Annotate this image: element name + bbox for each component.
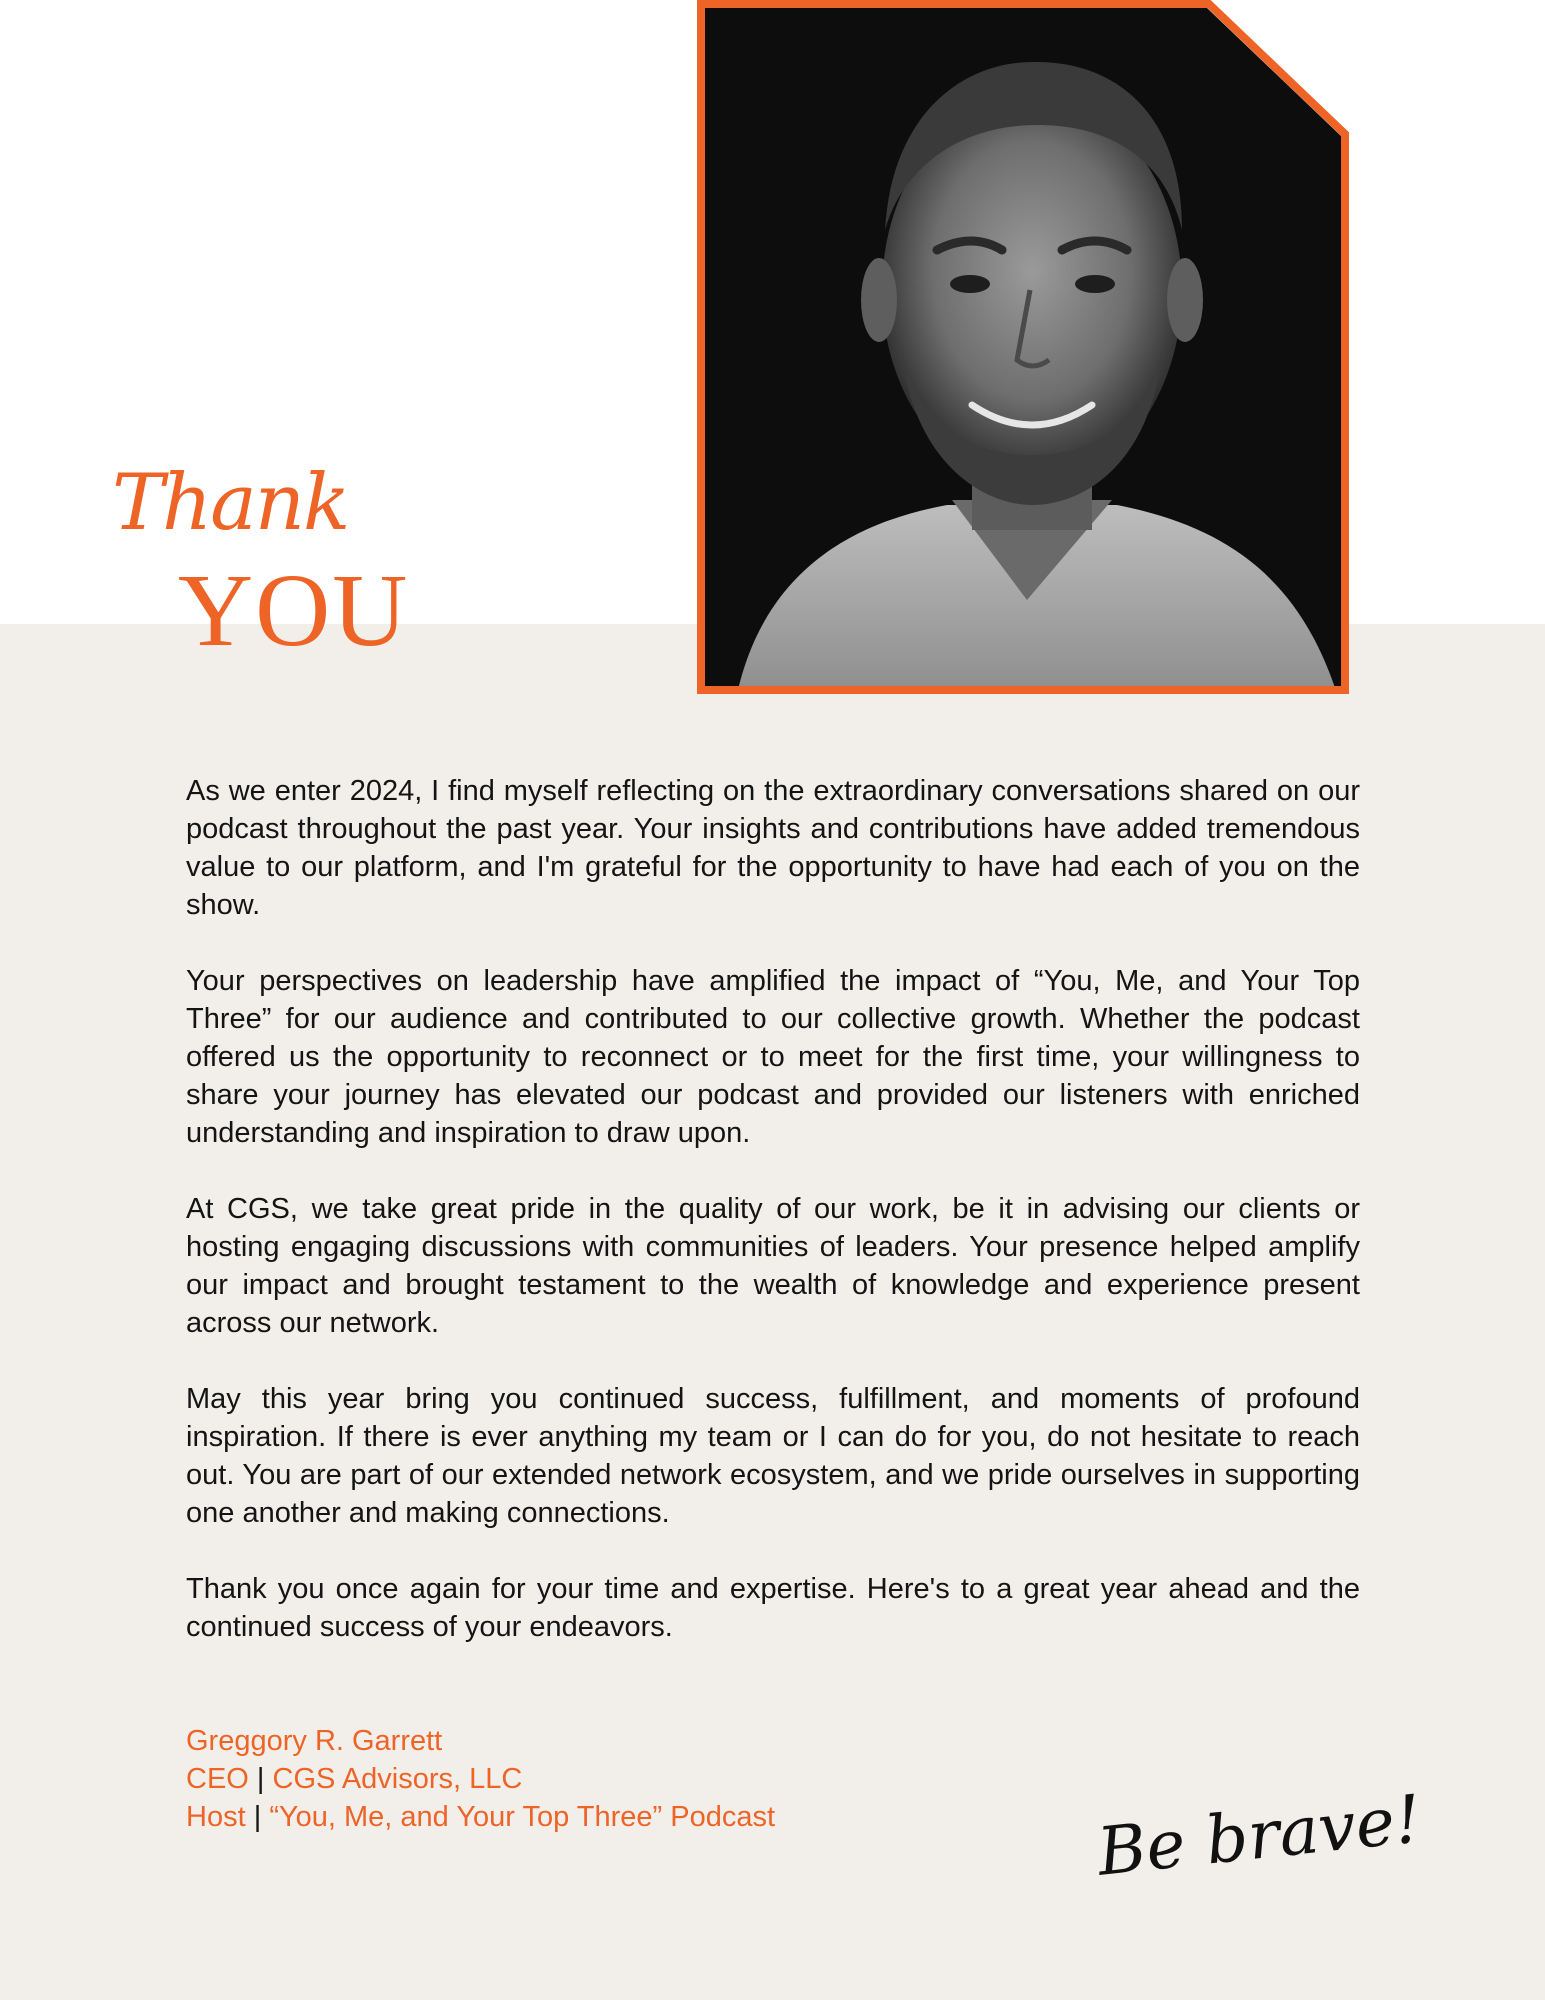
be-brave-script: Be brave! — [1093, 1780, 1425, 1891]
signer-title-host — [186, 1798, 775, 1836]
letter-paragraph-1: As we enter 2024, I find myself reflecting on the extraordinary conversations shared on our podcast throughout the past year. Your insights and contributions have added tremendous value to our platform, and I'm grateful for the opportunity to have had each of you on the show. — [186, 775, 1360, 921]
letter-paragraph-3: At CGS, we take great pride in the quality of our work, be it in advising our clients or hosting engaging discussions with communities of leaders. Your presence helped amplify our impact and brought testament to the wealth of knowledge and experience present across our network. — [186, 1193, 1360, 1339]
you-heading: YOU — [178, 553, 410, 668]
letter-paragraph-5: Thank you once again for your time and expertise. Here's to a great year ahead and the continued success of your endeavors. — [186, 1573, 1360, 1643]
org-podcast: “You, Me, and Your Top Three” Podcast — [269, 1801, 776, 1833]
org-cgs: CGS Advisors, LLC — [272, 1763, 523, 1795]
thank-script-heading: Thank — [112, 458, 349, 548]
separator: | — [256, 1763, 265, 1795]
title-ceo: CEO — [186, 1763, 249, 1795]
title-host: Host — [186, 1801, 246, 1833]
letter-body — [186, 772, 1360, 1684]
signature-block — [186, 1722, 775, 1836]
signer-name: Greggory R. Garrett — [186, 1725, 443, 1757]
portrait-photo — [697, 0, 1349, 694]
letter-paragraph-4: May this year bring you continued success, fulfillment, and moments of profound inspiration. If there is ever anything my team or I can do for you, do not hesitate to reach out. You are part of our extended network ecosystem, and we pride ourselves in supporting one another and making connections. — [186, 1383, 1360, 1529]
separator: | — [253, 1801, 262, 1833]
letter-paragraph-2: Your perspectives on leadership have amplified the impact of “You, Me, and Your Top Three” for our audience and contributed to our collective growth. Whether the podcast offered us the opportunity to reconnect or to meet for the first time, your willingness to share your journey has elevated our podcast and provided our listeners with enriched understanding and inspiration to draw upon. — [186, 965, 1360, 1149]
signer-title-ceo — [186, 1760, 775, 1798]
